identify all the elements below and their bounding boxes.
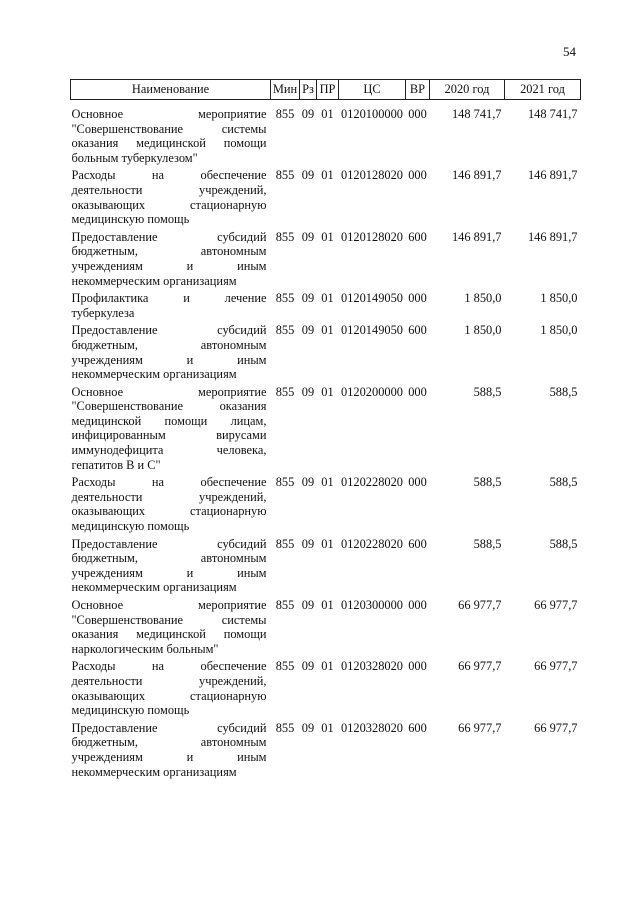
row-name: Предоставление субсидий бюджетным, автономным учреждениям и иным некоммерческим организациям	[71, 229, 267, 288]
table-row	[71, 537, 581, 598]
row-amount-2020: 588,5	[473, 536, 502, 551]
header-vr: ВР	[406, 80, 430, 100]
row-pr: 01	[321, 384, 334, 399]
table-row	[71, 385, 581, 476]
row-min: 855	[275, 229, 295, 244]
row-vr: 600	[408, 229, 427, 244]
row-min: 855	[275, 475, 295, 490]
table-row	[71, 659, 581, 720]
table-row	[71, 721, 581, 782]
row-vr: 600	[408, 720, 427, 735]
row-name: Расходы на обеспечение деятельности учреждений, оказывающих стационарную медицинскую помощь	[71, 168, 267, 227]
row-amount-2020: 66 977,7	[458, 659, 502, 674]
row-amount-2021: 66 977,7	[534, 720, 578, 735]
row-amount-2020: 588,5	[473, 475, 502, 490]
header-name: Наименование	[71, 80, 271, 100]
row-cs: 0120128020	[341, 168, 403, 183]
row-rz: 09	[301, 291, 315, 306]
table-row	[71, 323, 581, 384]
row-vr: 000	[408, 598, 427, 612]
header-pr: ПР	[317, 80, 339, 100]
row-rz: 09	[301, 323, 315, 338]
row-amount-2021: 148 741,7	[527, 107, 578, 121]
row-name: Основное мероприятие "Совершенствование системы оказания медицинской помощи наркологическим больным"	[71, 598, 267, 656]
table-row	[71, 475, 581, 536]
row-name: Расходы на обеспечение деятельности учреждений, оказывающих стационарную медицинскую помощь	[71, 659, 267, 718]
row-min: 855	[275, 107, 295, 121]
row-vr: 600	[408, 536, 427, 551]
row-vr: 600	[408, 323, 427, 338]
header-min: Мин	[271, 80, 300, 100]
row-cs: 0120228020	[341, 475, 403, 490]
row-amount-2021: 66 977,7	[534, 598, 578, 612]
row-amount-2021: 1 850,0	[540, 291, 578, 306]
row-min: 855	[275, 536, 295, 551]
header-2021: 2021 год	[505, 80, 581, 100]
row-name: Предоставление субсидий бюджетным, автономным учреждениям и иным некоммерческим организациям	[71, 323, 267, 382]
row-rz: 09	[301, 384, 315, 399]
row-pr: 01	[321, 168, 334, 183]
row-name: Профилактика и лечение туберкулеза	[71, 291, 267, 320]
table-row	[71, 598, 581, 659]
row-pr: 01	[321, 720, 334, 735]
row-amount-2020: 146 891,7	[451, 168, 502, 183]
row-amount-2021: 588,5	[549, 384, 578, 399]
row-vr: 000	[408, 659, 427, 674]
row-rz: 09	[301, 720, 315, 735]
row-amount-2021: 146 891,7	[527, 168, 578, 183]
row-rz: 09	[301, 659, 315, 674]
row-name: Расходы на обеспечение деятельности учреждений, оказывающих стационарную медицинскую помощь	[71, 475, 267, 534]
row-cs: 0120128020	[341, 229, 403, 244]
table-row	[71, 291, 581, 323]
row-cs: 0120328020	[341, 720, 403, 735]
row-amount-2020: 146 891,7	[451, 229, 502, 244]
row-amount-2021: 588,5	[549, 536, 578, 551]
row-min: 855	[275, 384, 295, 399]
table-header-row	[71, 80, 581, 100]
row-cs: 0120149050	[341, 323, 403, 338]
row-rz: 09	[301, 598, 315, 612]
row-min: 855	[275, 598, 295, 612]
row-rz: 09	[301, 107, 315, 121]
row-name: Предоставление субсидий бюджетным, автономным учреждениям и иным некоммерческим организациям	[71, 720, 267, 779]
row-pr: 01	[321, 659, 334, 674]
row-cs: 0120228020	[341, 536, 403, 551]
row-amount-2020: 1 850,0	[464, 323, 502, 338]
row-pr: 01	[321, 229, 334, 244]
row-min: 855	[275, 720, 295, 735]
row-min: 855	[275, 659, 295, 674]
row-cs: 0120200000	[341, 384, 403, 399]
row-vr: 000	[408, 291, 427, 306]
row-pr: 01	[321, 323, 334, 338]
table-row	[71, 100, 581, 169]
header-cs: ЦС	[339, 80, 406, 100]
table-body	[71, 100, 581, 783]
row-rz: 09	[301, 168, 315, 183]
row-cs: 0120100000	[341, 107, 403, 121]
row-vr: 000	[408, 384, 427, 399]
budget-table	[70, 79, 581, 782]
row-pr: 01	[321, 536, 334, 551]
row-rz: 09	[301, 475, 315, 490]
row-amount-2021: 146 891,7	[527, 229, 578, 244]
header-rz: Рз	[300, 80, 317, 100]
row-pr: 01	[321, 107, 334, 121]
row-min: 855	[275, 291, 295, 306]
row-vr: 000	[408, 168, 427, 183]
table-row	[71, 230, 581, 291]
row-amount-2020: 1 850,0	[464, 291, 502, 306]
row-cs: 0120300000	[341, 598, 403, 612]
row-amount-2021: 588,5	[549, 475, 578, 490]
row-amount-2020: 588,5	[473, 384, 502, 399]
row-amount-2021: 1 850,0	[540, 323, 578, 338]
row-pr: 01	[321, 475, 334, 490]
row-vr: 000	[408, 475, 427, 490]
page-number: 54	[563, 44, 576, 59]
row-amount-2020: 66 977,7	[458, 720, 502, 735]
row-rz: 09	[301, 229, 315, 244]
row-pr: 01	[321, 598, 334, 612]
row-cs: 0120149050	[341, 291, 403, 306]
row-amount-2020: 66 977,7	[458, 598, 502, 612]
row-name: Предоставление субсидий бюджетным, автономным учреждениям и иным некоммерческим организациям	[71, 536, 267, 595]
header-2020: 2020 год	[430, 80, 505, 100]
row-name: Основное мероприятие "Совершенствование оказания медицинской помощи лицам, инфицированным вирусами иммунодефицита человека, гепатитов В и С"	[71, 384, 267, 472]
row-min: 855	[275, 168, 295, 183]
row-cs: 0120328020	[341, 659, 403, 674]
table-row	[71, 168, 581, 229]
row-amount-2020: 148 741,7	[451, 107, 502, 121]
row-rz: 09	[301, 536, 315, 551]
row-vr: 000	[408, 107, 427, 121]
row-amount-2021: 66 977,7	[534, 659, 578, 674]
row-name: Основное мероприятие "Совершенствование системы оказания медицинской помощи больным туберкулезом"	[71, 107, 267, 165]
row-min: 855	[275, 323, 295, 338]
row-pr: 01	[321, 291, 334, 306]
